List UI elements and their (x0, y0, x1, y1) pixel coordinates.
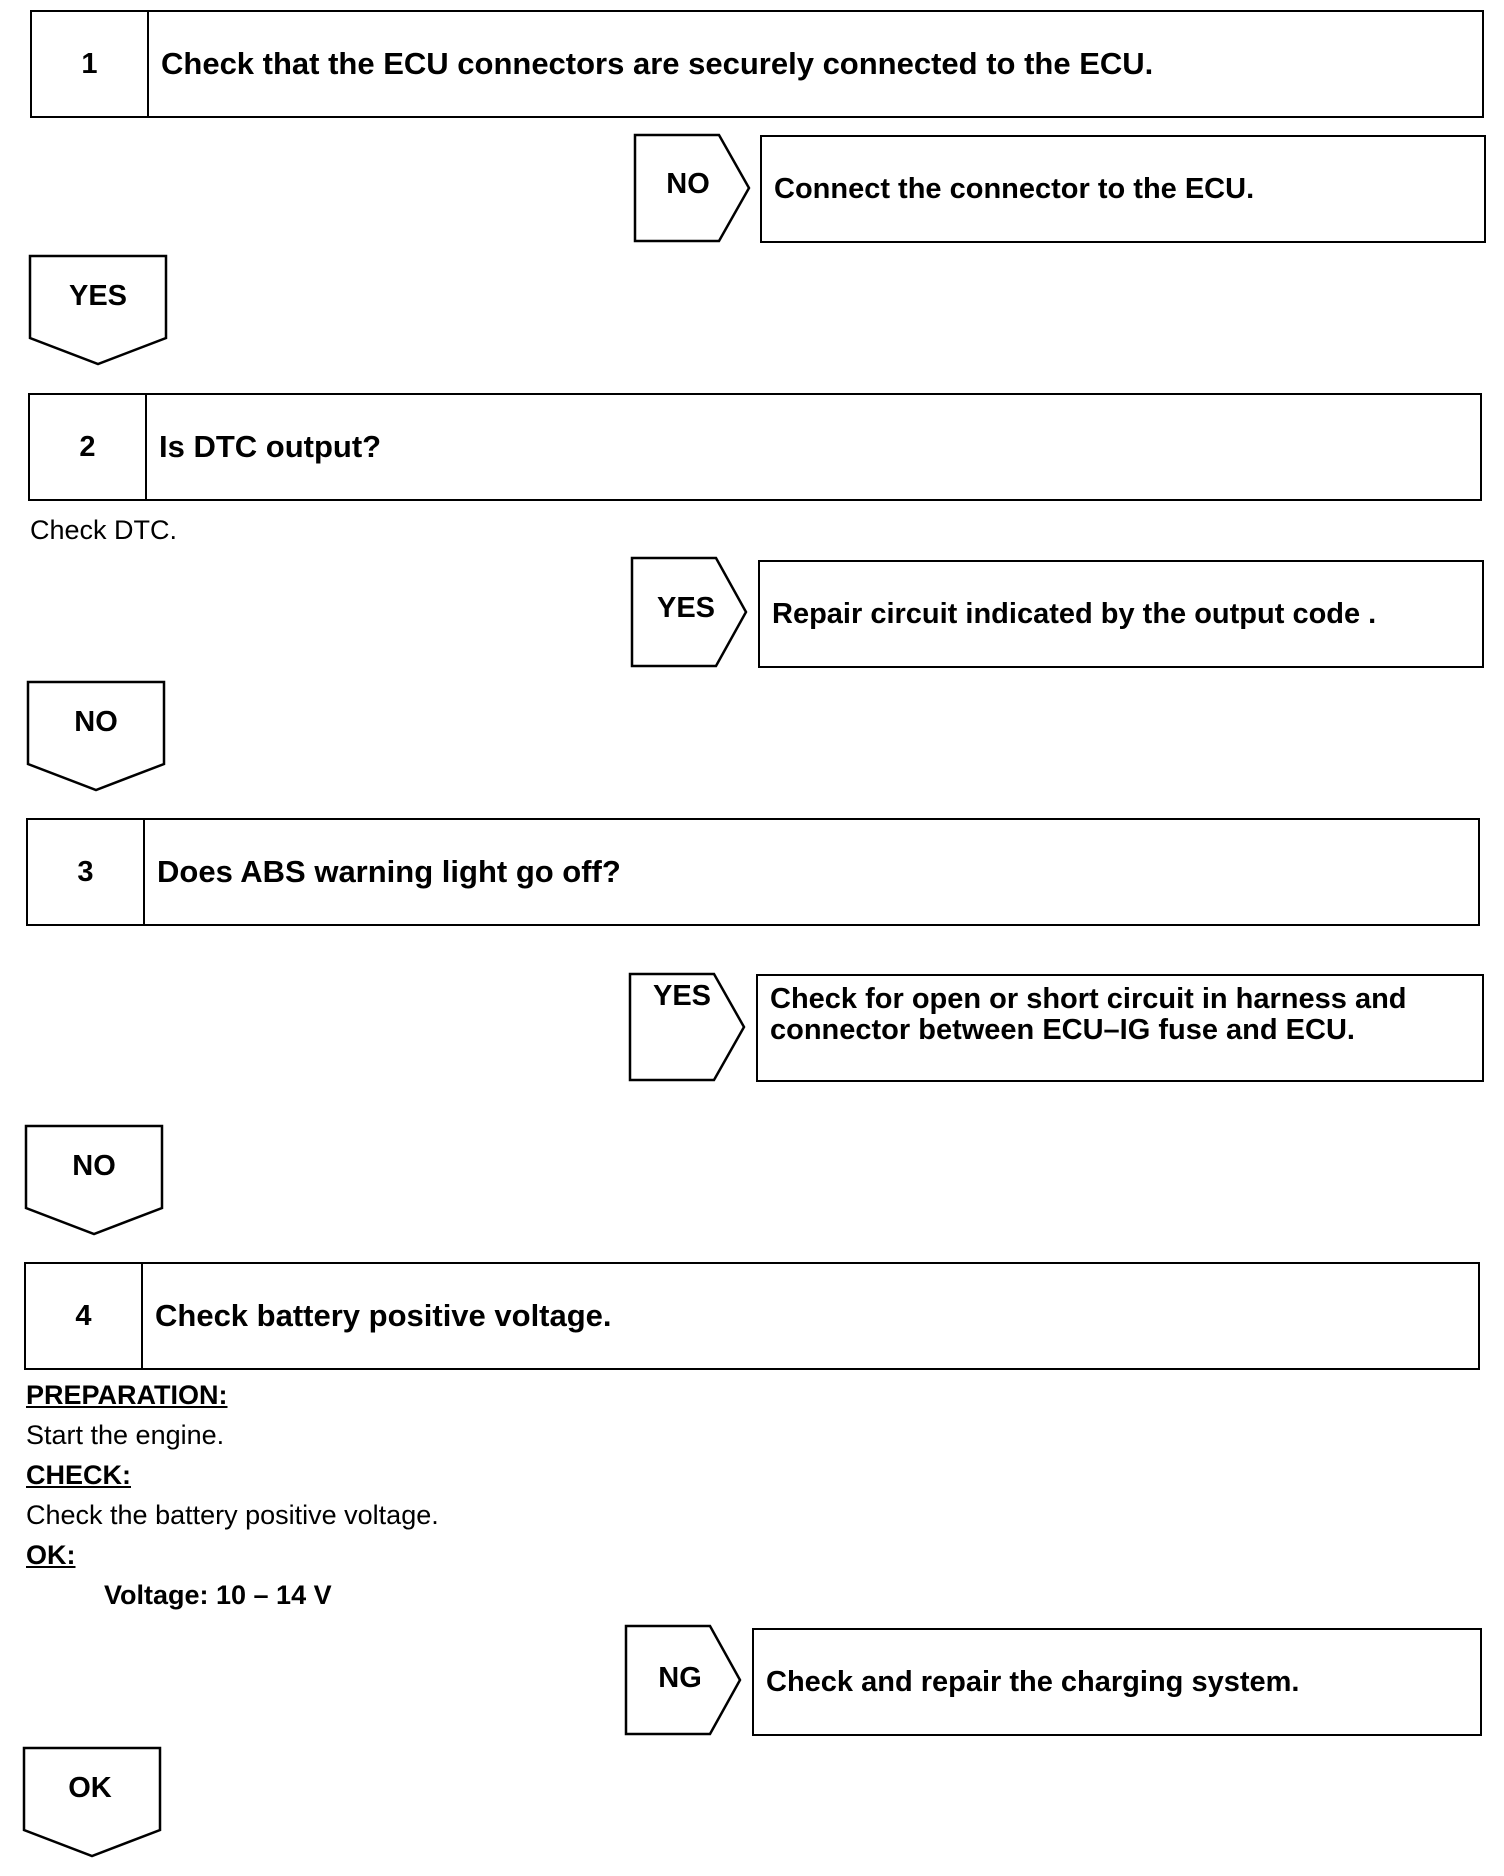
continue-label-no: NO (74, 706, 118, 738)
step-4-box (24, 1262, 1480, 1370)
step-number: 2 (30, 395, 147, 499)
continue-label-no: NO (72, 1150, 116, 1182)
step-title: Check battery positive voltage. (155, 1298, 612, 1333)
action-repair-charging: Check and repair the charging system. (752, 1628, 1482, 1736)
step-3-box (26, 818, 1480, 926)
action-check-harness (756, 974, 1484, 1082)
continue-label-ok: OK (68, 1772, 112, 1804)
step-title: Is DTC output? (159, 429, 382, 464)
action-connect-connector: Connect the connector to the ECU. (760, 135, 1486, 243)
check-heading: CHECK: (26, 1460, 131, 1490)
ok-heading: OK: (26, 1540, 76, 1570)
action-line: connector between ECU–IG fuse and ECU. (770, 1014, 1355, 1046)
continue-label-yes: YES (68, 280, 128, 312)
step-number: 3 (28, 820, 145, 924)
action-line: Check for open or short circuit in harness and (770, 983, 1407, 1015)
branch-label-ng: NG (658, 1662, 702, 1694)
step-number: 1 (32, 12, 149, 116)
step-2-box (28, 393, 1482, 501)
action-repair-circuit: Repair circuit indicated by the output code . (758, 560, 1484, 668)
step-1-box (30, 10, 1484, 118)
step-title: Check that the ECU connectors are securely connected to the ECU. (161, 46, 1154, 81)
step-title: Does ABS warning light go off? (157, 854, 621, 889)
preparation-text: Start the engine. (26, 1420, 225, 1450)
step-number: 4 (26, 1264, 143, 1368)
step-2-note: Check DTC. (30, 515, 178, 545)
check-text: Check the battery positive voltage. (26, 1500, 439, 1530)
ok-spec: Voltage: 10 – 14 V (104, 1580, 332, 1610)
branch-label-no: NO (666, 168, 710, 200)
branch-label-yes: YES (656, 592, 716, 624)
preparation-heading: PREPARATION: (26, 1380, 228, 1410)
branch-label-yes: YES (652, 980, 712, 1012)
